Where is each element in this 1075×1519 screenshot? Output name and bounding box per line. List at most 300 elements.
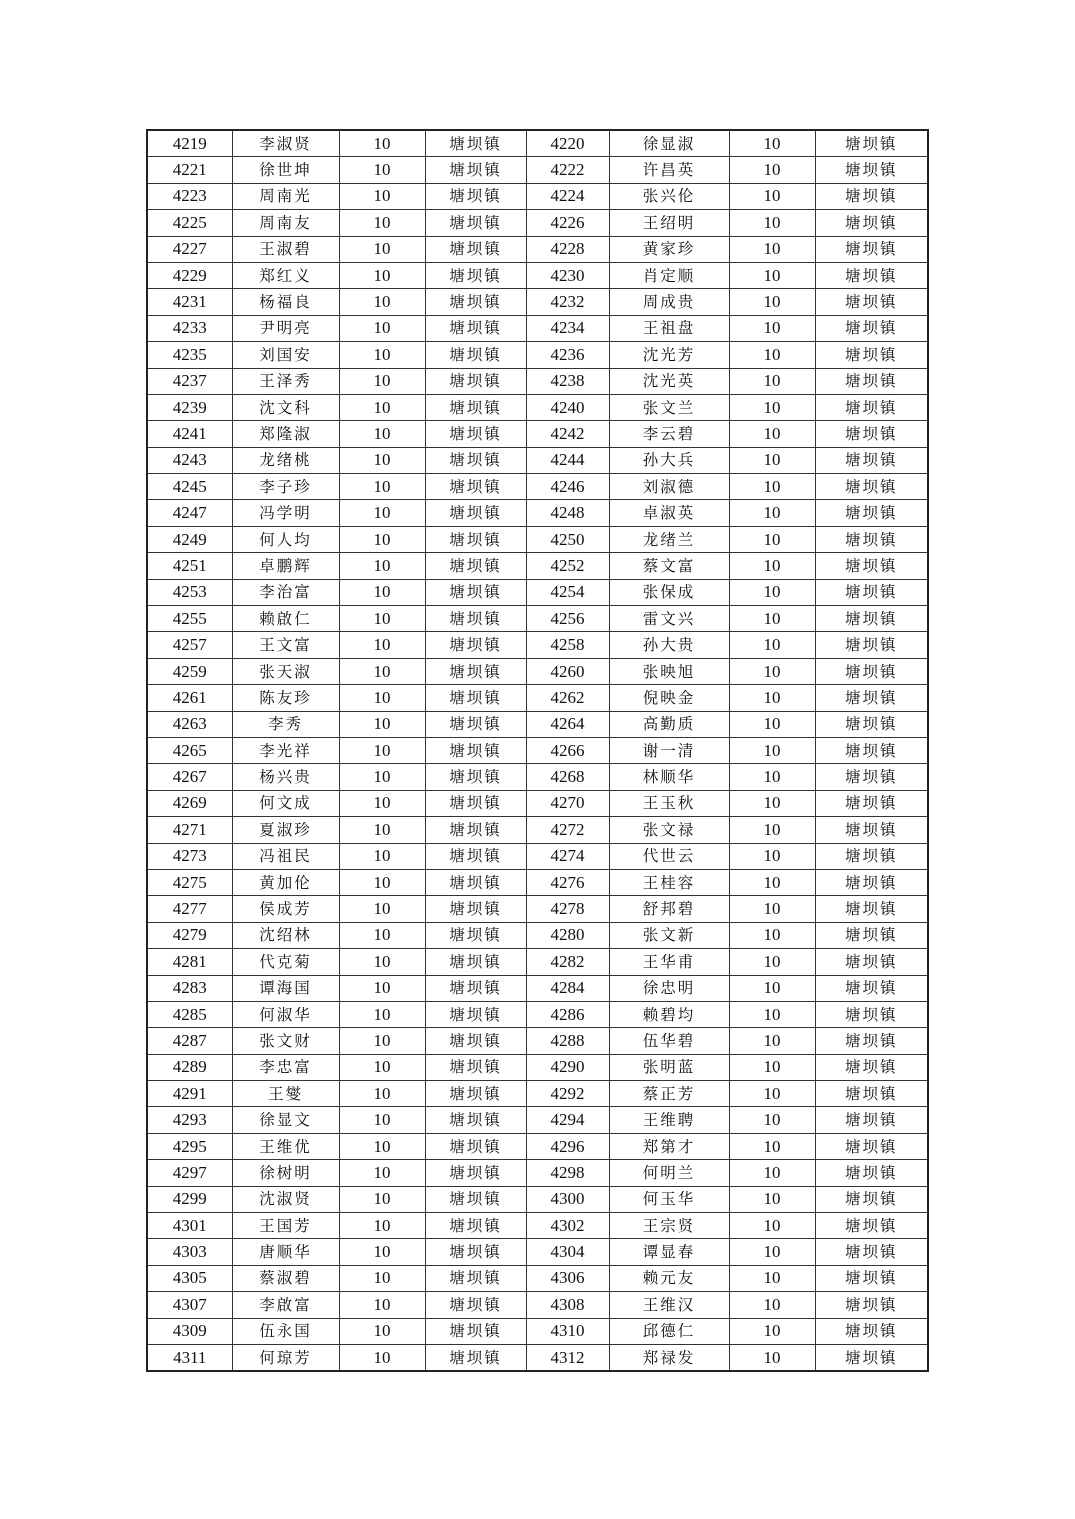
record-number-cell: 4221 (147, 157, 232, 183)
amount-cell: 10 (339, 1186, 425, 1212)
record-number-cell: 4255 (147, 606, 232, 632)
amount-cell: 10 (729, 737, 815, 763)
town-cell: 塘坝镇 (815, 1160, 928, 1186)
record-number-cell: 4224 (526, 183, 609, 209)
record-number-cell: 4267 (147, 764, 232, 790)
table-row (147, 183, 928, 209)
town-cell: 塘坝镇 (815, 500, 928, 526)
name-cell: 徐显文 (232, 1107, 339, 1133)
record-number-cell: 4288 (526, 1028, 609, 1054)
amount-cell: 10 (339, 1292, 425, 1318)
amount-cell: 10 (729, 500, 815, 526)
name-cell: 夏淑珍 (232, 817, 339, 843)
roster-table-body (147, 130, 928, 1371)
amount-cell: 10 (729, 949, 815, 975)
name-cell: 蔡文富 (609, 553, 729, 579)
record-number-cell: 4235 (147, 342, 232, 368)
amount-cell: 10 (339, 289, 425, 315)
record-number-cell: 4254 (526, 579, 609, 605)
name-cell: 王维优 (232, 1133, 339, 1159)
record-number-cell: 4281 (147, 949, 232, 975)
table-row (147, 130, 928, 157)
town-cell: 塘坝镇 (425, 737, 526, 763)
name-cell: 卓鹏辉 (232, 553, 339, 579)
name-cell: 赖碧均 (609, 1001, 729, 1027)
town-cell: 塘坝镇 (425, 1054, 526, 1080)
name-cell: 王维聘 (609, 1107, 729, 1133)
record-number-cell: 4266 (526, 737, 609, 763)
name-cell: 王玉秋 (609, 790, 729, 816)
table-row (147, 737, 928, 763)
amount-cell: 10 (729, 658, 815, 684)
table-row (147, 1001, 928, 1027)
town-cell: 塘坝镇 (815, 896, 928, 922)
town-cell: 塘坝镇 (815, 474, 928, 500)
record-number-cell: 4233 (147, 315, 232, 341)
amount-cell: 10 (339, 949, 425, 975)
town-cell: 塘坝镇 (815, 1028, 928, 1054)
record-number-cell: 4280 (526, 922, 609, 948)
amount-cell: 10 (339, 447, 425, 473)
table-row (147, 685, 928, 711)
amount-cell: 10 (729, 526, 815, 552)
name-cell: 沈淑贤 (232, 1186, 339, 1212)
record-number-cell: 4249 (147, 526, 232, 552)
town-cell: 塘坝镇 (815, 1001, 928, 1027)
name-cell: 高勤质 (609, 711, 729, 737)
amount-cell: 10 (729, 1107, 815, 1133)
amount-cell: 10 (339, 1107, 425, 1133)
table-row (147, 1265, 928, 1291)
table-row (147, 1318, 928, 1344)
amount-cell: 10 (729, 1344, 815, 1371)
town-cell: 塘坝镇 (815, 447, 928, 473)
record-number-cell: 4292 (526, 1081, 609, 1107)
name-cell: 何明兰 (609, 1160, 729, 1186)
amount-cell: 10 (729, 1318, 815, 1344)
name-cell: 李云碧 (609, 421, 729, 447)
name-cell: 邱德仁 (609, 1318, 729, 1344)
record-number-cell: 4237 (147, 368, 232, 394)
town-cell: 塘坝镇 (425, 579, 526, 605)
town-cell: 塘坝镇 (425, 1292, 526, 1318)
record-number-cell: 4308 (526, 1292, 609, 1318)
town-cell: 塘坝镇 (425, 1318, 526, 1344)
name-cell: 张文禄 (609, 817, 729, 843)
town-cell: 塘坝镇 (815, 737, 928, 763)
name-cell: 周成贵 (609, 289, 729, 315)
town-cell: 塘坝镇 (425, 817, 526, 843)
town-cell: 塘坝镇 (425, 421, 526, 447)
name-cell: 张兴伦 (609, 183, 729, 209)
amount-cell: 10 (339, 236, 425, 262)
record-number-cell: 4258 (526, 632, 609, 658)
record-number-cell: 4289 (147, 1054, 232, 1080)
amount-cell: 10 (339, 553, 425, 579)
name-cell: 陈友珍 (232, 685, 339, 711)
record-number-cell: 4229 (147, 262, 232, 288)
town-cell: 塘坝镇 (815, 975, 928, 1001)
record-number-cell: 4305 (147, 1265, 232, 1291)
amount-cell: 10 (339, 817, 425, 843)
name-cell: 张映旭 (609, 658, 729, 684)
record-number-cell: 4274 (526, 843, 609, 869)
name-cell: 倪映金 (609, 685, 729, 711)
name-cell: 冯祖民 (232, 843, 339, 869)
record-number-cell: 4226 (526, 210, 609, 236)
name-cell: 孙大贵 (609, 632, 729, 658)
town-cell: 塘坝镇 (815, 790, 928, 816)
table-row (147, 236, 928, 262)
record-number-cell: 4225 (147, 210, 232, 236)
town-cell: 塘坝镇 (425, 1028, 526, 1054)
amount-cell: 10 (339, 1081, 425, 1107)
amount-cell: 10 (729, 1265, 815, 1291)
name-cell: 沈绍林 (232, 922, 339, 948)
record-number-cell: 4277 (147, 896, 232, 922)
record-number-cell: 4220 (526, 130, 609, 157)
town-cell: 塘坝镇 (425, 1265, 526, 1291)
town-cell: 塘坝镇 (425, 474, 526, 500)
table-row (147, 790, 928, 816)
record-number-cell: 4243 (147, 447, 232, 473)
name-cell: 李光祥 (232, 737, 339, 763)
table-row (147, 949, 928, 975)
record-number-cell: 4270 (526, 790, 609, 816)
record-number-cell: 4312 (526, 1344, 609, 1371)
town-cell: 塘坝镇 (815, 1265, 928, 1291)
table-row (147, 1160, 928, 1186)
amount-cell: 10 (729, 922, 815, 948)
name-cell: 张文兰 (609, 394, 729, 420)
name-cell: 林顺华 (609, 764, 729, 790)
amount-cell: 10 (339, 210, 425, 236)
record-number-cell: 4250 (526, 526, 609, 552)
record-number-cell: 4261 (147, 685, 232, 711)
name-cell: 冯学明 (232, 500, 339, 526)
amount-cell: 10 (729, 1186, 815, 1212)
name-cell: 王祖盘 (609, 315, 729, 341)
record-number-cell: 4299 (147, 1186, 232, 1212)
amount-cell: 10 (729, 342, 815, 368)
table-row (147, 1054, 928, 1080)
record-number-cell: 4275 (147, 869, 232, 895)
name-cell: 张明蓝 (609, 1054, 729, 1080)
record-number-cell: 4231 (147, 289, 232, 315)
record-number-cell: 4236 (526, 342, 609, 368)
record-number-cell: 4238 (526, 368, 609, 394)
town-cell: 塘坝镇 (815, 658, 928, 684)
record-number-cell: 4295 (147, 1133, 232, 1159)
record-number-cell: 4264 (526, 711, 609, 737)
record-number-cell: 4310 (526, 1318, 609, 1344)
record-number-cell: 4234 (526, 315, 609, 341)
amount-cell: 10 (729, 553, 815, 579)
amount-cell: 10 (729, 685, 815, 711)
name-cell: 王宗贤 (609, 1213, 729, 1239)
amount-cell: 10 (729, 606, 815, 632)
amount-cell: 10 (729, 474, 815, 500)
amount-cell: 10 (339, 606, 425, 632)
name-cell: 王燮 (232, 1081, 339, 1107)
name-cell: 何文成 (232, 790, 339, 816)
record-number-cell: 4278 (526, 896, 609, 922)
record-number-cell: 4271 (147, 817, 232, 843)
amount-cell: 10 (729, 843, 815, 869)
town-cell: 塘坝镇 (815, 315, 928, 341)
name-cell: 王文富 (232, 632, 339, 658)
town-cell: 塘坝镇 (425, 685, 526, 711)
record-number-cell: 4300 (526, 1186, 609, 1212)
record-number-cell: 4279 (147, 922, 232, 948)
amount-cell: 10 (339, 737, 425, 763)
record-number-cell: 4252 (526, 553, 609, 579)
record-number-cell: 4307 (147, 1292, 232, 1318)
town-cell: 塘坝镇 (815, 1081, 928, 1107)
record-number-cell: 4290 (526, 1054, 609, 1080)
amount-cell: 10 (339, 1213, 425, 1239)
town-cell: 塘坝镇 (425, 1107, 526, 1133)
amount-cell: 10 (729, 421, 815, 447)
amount-cell: 10 (729, 1028, 815, 1054)
amount-cell: 10 (339, 579, 425, 605)
town-cell: 塘坝镇 (425, 342, 526, 368)
table-row (147, 210, 928, 236)
table-row (147, 1186, 928, 1212)
table-row (147, 1028, 928, 1054)
town-cell: 塘坝镇 (425, 1186, 526, 1212)
amount-cell: 10 (729, 368, 815, 394)
amount-cell: 10 (729, 1081, 815, 1107)
amount-cell: 10 (339, 500, 425, 526)
amount-cell: 10 (729, 869, 815, 895)
name-cell: 舒邦碧 (609, 896, 729, 922)
name-cell: 蔡正芳 (609, 1081, 729, 1107)
town-cell: 塘坝镇 (425, 130, 526, 157)
town-cell: 塘坝镇 (425, 236, 526, 262)
town-cell: 塘坝镇 (425, 289, 526, 315)
record-number-cell: 4311 (147, 1344, 232, 1371)
town-cell: 塘坝镇 (425, 790, 526, 816)
amount-cell: 10 (729, 315, 815, 341)
amount-cell: 10 (729, 1001, 815, 1027)
town-cell: 塘坝镇 (425, 869, 526, 895)
record-number-cell: 4263 (147, 711, 232, 737)
amount-cell: 10 (339, 1239, 425, 1265)
record-number-cell: 4293 (147, 1107, 232, 1133)
town-cell: 塘坝镇 (425, 975, 526, 1001)
town-cell: 塘坝镇 (425, 394, 526, 420)
name-cell: 杨兴贵 (232, 764, 339, 790)
amount-cell: 10 (729, 157, 815, 183)
amount-cell: 10 (339, 869, 425, 895)
name-cell: 王华甫 (609, 949, 729, 975)
record-number-cell: 4239 (147, 394, 232, 420)
amount-cell: 10 (729, 1213, 815, 1239)
amount-cell: 10 (339, 685, 425, 711)
amount-cell: 10 (729, 975, 815, 1001)
table-row (147, 1107, 928, 1133)
name-cell: 王泽秀 (232, 368, 339, 394)
table-row (147, 157, 928, 183)
name-cell: 郑红义 (232, 262, 339, 288)
town-cell: 塘坝镇 (815, 632, 928, 658)
record-number-cell: 4244 (526, 447, 609, 473)
record-number-cell: 4285 (147, 1001, 232, 1027)
record-number-cell: 4246 (526, 474, 609, 500)
town-cell: 塘坝镇 (425, 210, 526, 236)
record-number-cell: 4304 (526, 1239, 609, 1265)
amount-cell: 10 (339, 474, 425, 500)
name-cell: 王桂容 (609, 869, 729, 895)
town-cell: 塘坝镇 (815, 764, 928, 790)
amount-cell: 10 (339, 922, 425, 948)
amount-cell: 10 (729, 1133, 815, 1159)
name-cell: 张保成 (609, 579, 729, 605)
table-row (147, 658, 928, 684)
town-cell: 塘坝镇 (815, 817, 928, 843)
amount-cell: 10 (729, 1292, 815, 1318)
amount-cell: 10 (339, 1001, 425, 1027)
roster-table (146, 129, 929, 1372)
record-number-cell: 4268 (526, 764, 609, 790)
amount-cell: 10 (339, 342, 425, 368)
name-cell: 代克菊 (232, 949, 339, 975)
record-number-cell: 4294 (526, 1107, 609, 1133)
name-cell: 徐世坤 (232, 157, 339, 183)
amount-cell: 10 (339, 896, 425, 922)
town-cell: 塘坝镇 (815, 1133, 928, 1159)
table-row (147, 1133, 928, 1159)
town-cell: 塘坝镇 (425, 949, 526, 975)
table-row (147, 711, 928, 737)
name-cell: 沈光芳 (609, 342, 729, 368)
town-cell: 塘坝镇 (815, 1292, 928, 1318)
amount-cell: 10 (339, 183, 425, 209)
town-cell: 塘坝镇 (815, 1186, 928, 1212)
town-cell: 塘坝镇 (815, 210, 928, 236)
record-number-cell: 4259 (147, 658, 232, 684)
name-cell: 谭海国 (232, 975, 339, 1001)
amount-cell: 10 (729, 289, 815, 315)
name-cell: 张天淑 (232, 658, 339, 684)
name-cell: 尹明亮 (232, 315, 339, 341)
record-number-cell: 4247 (147, 500, 232, 526)
town-cell: 塘坝镇 (425, 1160, 526, 1186)
table-row (147, 1081, 928, 1107)
table-row (147, 869, 928, 895)
amount-cell: 10 (729, 262, 815, 288)
table-row (147, 764, 928, 790)
name-cell: 黄家珍 (609, 236, 729, 262)
amount-cell: 10 (339, 394, 425, 420)
town-cell: 塘坝镇 (815, 869, 928, 895)
town-cell: 塘坝镇 (815, 236, 928, 262)
amount-cell: 10 (729, 1054, 815, 1080)
record-number-cell: 4242 (526, 421, 609, 447)
record-number-cell: 4256 (526, 606, 609, 632)
town-cell: 塘坝镇 (425, 183, 526, 209)
town-cell: 塘坝镇 (815, 1213, 928, 1239)
record-number-cell: 4303 (147, 1239, 232, 1265)
amount-cell: 10 (339, 526, 425, 552)
amount-cell: 10 (729, 579, 815, 605)
amount-cell: 10 (339, 1344, 425, 1371)
name-cell: 徐显淑 (609, 130, 729, 157)
record-number-cell: 4248 (526, 500, 609, 526)
town-cell: 塘坝镇 (425, 553, 526, 579)
record-number-cell: 4245 (147, 474, 232, 500)
table-row (147, 447, 928, 473)
name-cell: 张文财 (232, 1028, 339, 1054)
name-cell: 徐忠明 (609, 975, 729, 1001)
town-cell: 塘坝镇 (425, 1344, 526, 1371)
table-row (147, 368, 928, 394)
town-cell: 塘坝镇 (425, 1081, 526, 1107)
record-number-cell: 4282 (526, 949, 609, 975)
name-cell: 周南友 (232, 210, 339, 236)
amount-cell: 10 (729, 632, 815, 658)
record-number-cell: 4301 (147, 1213, 232, 1239)
name-cell: 伍华碧 (609, 1028, 729, 1054)
amount-cell: 10 (729, 183, 815, 209)
record-number-cell: 4284 (526, 975, 609, 1001)
town-cell: 塘坝镇 (815, 421, 928, 447)
name-cell: 何玉华 (609, 1186, 729, 1212)
town-cell: 塘坝镇 (815, 394, 928, 420)
record-number-cell: 4309 (147, 1318, 232, 1344)
amount-cell: 10 (729, 394, 815, 420)
table-row (147, 315, 928, 341)
town-cell: 塘坝镇 (815, 157, 928, 183)
table-row (147, 896, 928, 922)
name-cell: 郑禄发 (609, 1344, 729, 1371)
name-cell: 李秀 (232, 711, 339, 737)
name-cell: 孙大兵 (609, 447, 729, 473)
name-cell: 肖定顺 (609, 262, 729, 288)
town-cell: 塘坝镇 (815, 1107, 928, 1133)
town-cell: 塘坝镇 (815, 711, 928, 737)
amount-cell: 10 (729, 817, 815, 843)
table-row (147, 553, 928, 579)
name-cell: 王绍明 (609, 210, 729, 236)
amount-cell: 10 (339, 421, 425, 447)
amount-cell: 10 (729, 210, 815, 236)
town-cell: 塘坝镇 (815, 606, 928, 632)
name-cell: 侯成芳 (232, 896, 339, 922)
amount-cell: 10 (729, 790, 815, 816)
record-number-cell: 4286 (526, 1001, 609, 1027)
table-row (147, 526, 928, 552)
document-page (146, 129, 927, 1372)
table-row (147, 975, 928, 1001)
table-row (147, 817, 928, 843)
amount-cell: 10 (339, 1318, 425, 1344)
amount-cell: 10 (339, 843, 425, 869)
name-cell: 李忠富 (232, 1054, 339, 1080)
town-cell: 塘坝镇 (815, 843, 928, 869)
town-cell: 塘坝镇 (425, 843, 526, 869)
town-cell: 塘坝镇 (815, 579, 928, 605)
amount-cell: 10 (339, 368, 425, 394)
name-cell: 龙绪桃 (232, 447, 339, 473)
town-cell: 塘坝镇 (425, 1133, 526, 1159)
record-number-cell: 4253 (147, 579, 232, 605)
town-cell: 塘坝镇 (425, 368, 526, 394)
record-number-cell: 4219 (147, 130, 232, 157)
name-cell: 伍永国 (232, 1318, 339, 1344)
record-number-cell: 4276 (526, 869, 609, 895)
